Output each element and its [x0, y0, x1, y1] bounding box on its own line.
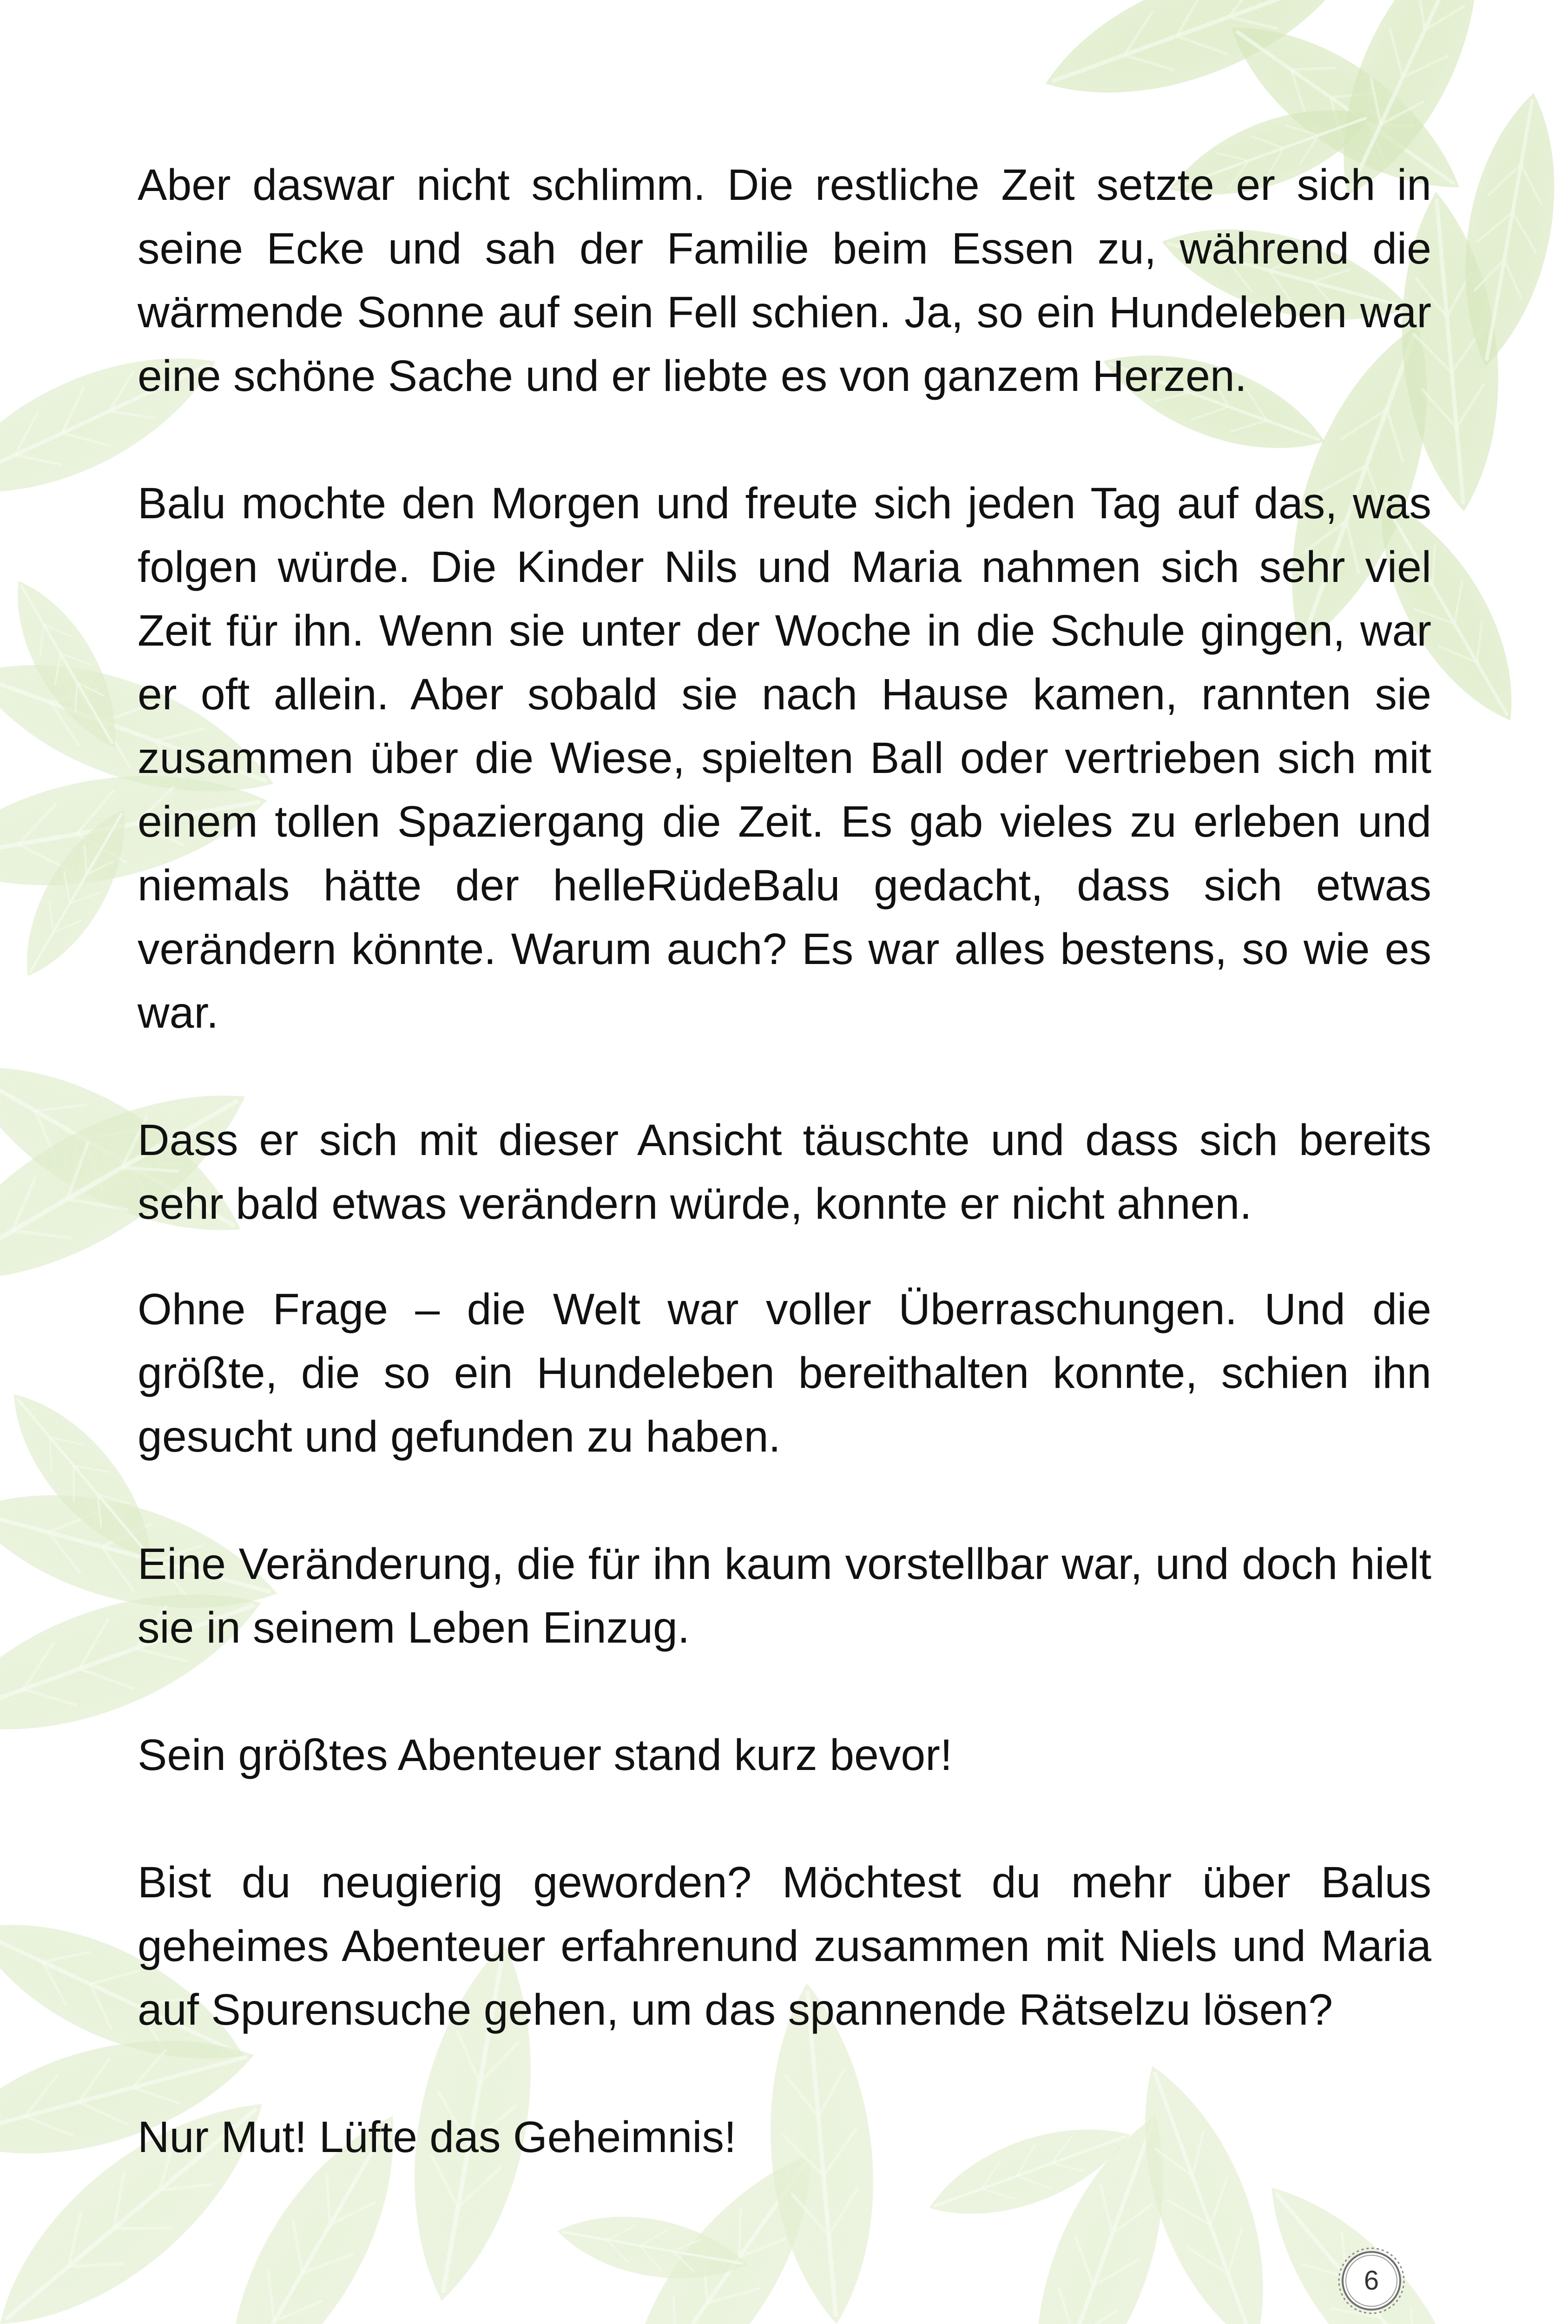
paragraph-4: Ohne Frage – die Welt war voller Überraschungen. Und die größte, die so ein Hundeleben bereithalten konnte, schien ihn gesucht und gefunden zu haben. — [138, 1285, 1431, 1461]
paragraph-3: Dass er sich mit dieser Ansicht täuschte und dass sich bereits sehr bald etwas verändern würde, konnte er nicht ahnen. — [138, 1116, 1431, 1228]
paragraph-spacer — [138, 1469, 1431, 1532]
paragraph-spacer — [138, 1045, 1431, 1109]
body-text — [138, 153, 1431, 2169]
paragraph-2: Balu mochte den Morgen und freute sich jeden Tag auf das, was folgen würde. Die Kinder Nils und Maria nahmen sich sehr viel Zeit für ihn. Wenn sie unter der Woche in die Schule gingen, war er oft allein. Aber sobald sie nach Hause kamen, rannten sie zusammen über die Wiese, spielten Ball oder vertrieben sich mit einem tollen Spaziergang die Zeit. Es gab vieles zu erleben und niemals hätte der helleRüdeBalu gedacht, dass sich etwas verändern könnte. Warum auch? Es war alles bestens, so wie es war. — [138, 479, 1431, 1037]
page-number: 6 — [1364, 2265, 1379, 2296]
paragraph-spacer — [138, 1787, 1431, 1851]
paragraph-spacer — [138, 2042, 1431, 2106]
paragraph-8: Nur Mut! Lüfte das Geheimnis! — [138, 2113, 737, 2162]
page-number-badge — [1337, 2246, 1406, 2316]
paragraph-spacer — [138, 1660, 1431, 1723]
paragraph-7: Bist du neugierig geworden? Möchtest du mehr über Balus geheimes Abenteuer erfahrenund zusammen mit Niels und Maria auf Spurensuche gehen, um das spannende Rätselzu lösen? — [138, 1858, 1431, 2034]
paragraph-spacer — [138, 408, 1431, 472]
paragraph-5: Eine Veränderung, die für ihn kaum vorstellbar war, und doch hielt sie in seinem Leben Einzug. — [138, 1539, 1431, 1652]
paragraph-6: Sein größtes Abenteuer stand kurz bevor! — [138, 1730, 953, 1780]
paragraph-spacer — [138, 1236, 1431, 1278]
paragraph-1: Aber daswar nicht schlimm. Die restliche Zeit setzte er sich in seine Ecke und sah der Familie beim Essen zu, während die wärmende Sonne auf sein Fell schien. Ja, so ein Hundeleben war eine schöne Sache und er liebte es von ganzem Herzen. — [138, 160, 1431, 401]
